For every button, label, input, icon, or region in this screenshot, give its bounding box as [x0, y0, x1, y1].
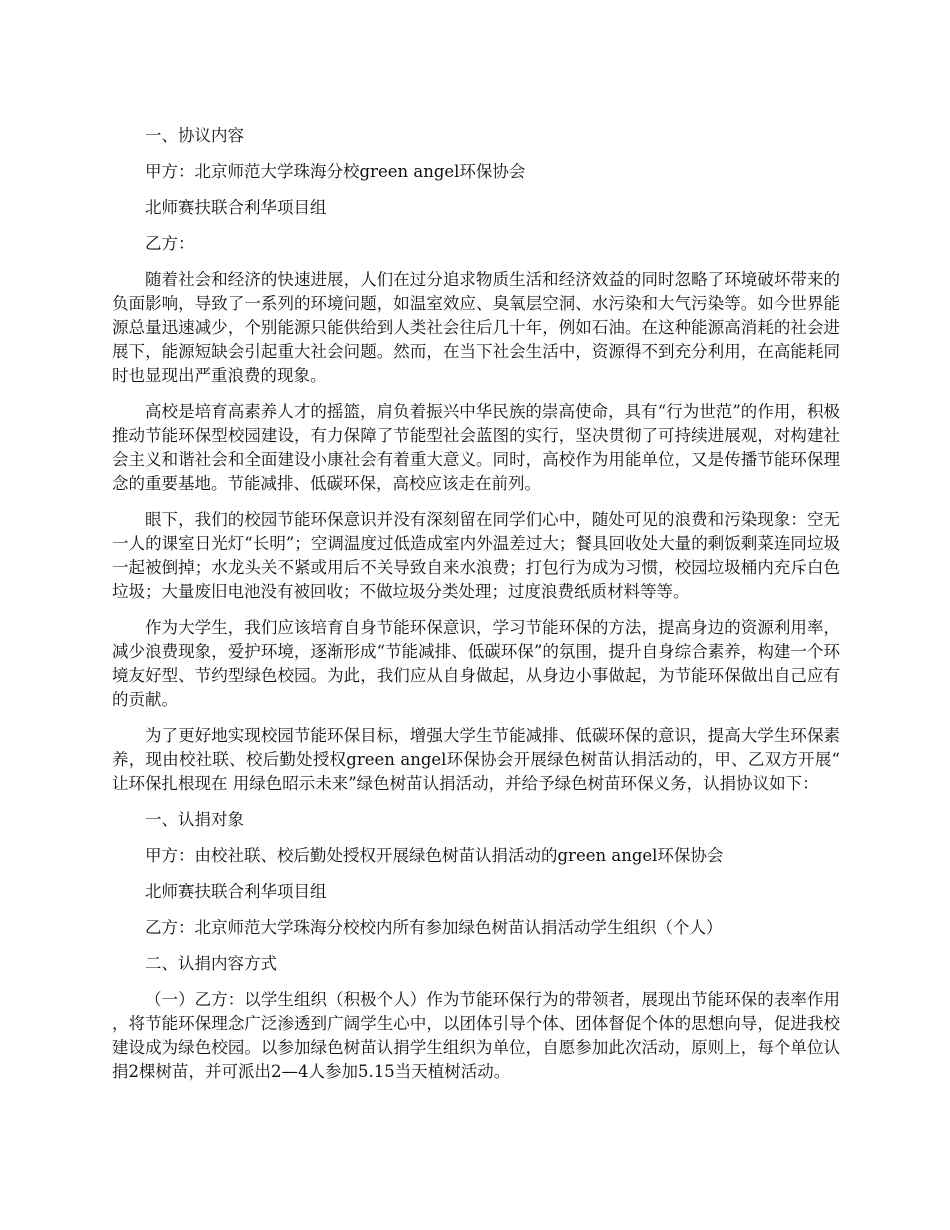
paragraph-agreement-intro: 为了更好地实现校园节能环保目标，增强大学生节能减排、低碳环保的意识，提高大学生环保素养，现由校社联、校后勤处授权green angel环保协会开展绿色树苗认捐活动的，甲、乙双方开展“让环保扎根现在 用绿色昭示未来”绿色树苗认捐活动，并给予绿色树苗环保义务，认捐协议如下： — [112, 726, 840, 793]
section-heading-agreement: 一、协议内容 — [145, 126, 244, 145]
party-a-line: 甲方：北京师范大学珠海分校green angel环保协会 — [145, 162, 526, 181]
donor-party-a-group-line: 北师赛扶联合利华项目组 — [145, 882, 327, 901]
party-b-line: 乙方： — [145, 234, 195, 253]
paragraph-campus-waste: 眼下，我们的校园节能环保意识并没有深刻留在同学们心中，随处可见的浪费和污染现象：空无一人的课室日光灯“长明”；空调温度过低造成室内外温差过大；餐具回收处大量的剩饭剩菜连同垃圾一起被倒掉；水龙头关不紧或用后不关导致自来水浪费；打包行为成为习惯，校园垃圾桶内充斥白色垃圾；大量废旧电池没有被回收；不做垃圾分类处理；过度浪费纸质材料等等。 — [112, 510, 840, 601]
paragraph-background: 随着社会和经济的快速进展，人们在过分追求物质生活和经济效益的同时忽略了环境破坏带来的负面影响，导致了一系列的环境问题，如温室效应、臭氧层空洞、水污染和大气污染等。如今世界能源总量迅速减少，个别能源只能供给到人类社会往后几十年，例如石油。在这种能源高消耗的社会进展下，能源短缺会引起重大社会问题。然而，在当下社会生活中，资源得不到充分利用，在高能耗同时也显现出严重浪费的现象。 — [112, 270, 840, 385]
paragraph-university-role: 高校是培育高素养人才的摇篮，肩负着振兴中华民族的崇高使命，具有“行为世范”的作用，积极推动节能环保型校园建设，有力保障了节能型社会蓝图的实行，坚决贯彻了可持续进展观，对构建社会主义和谐社会和全面建设小康社会有着重大意义。同时，高校作为用能单位，又是传播节能环保理念的重要基地。节能减排、低碳环保，高校应该走在前列。 — [112, 402, 840, 493]
party-a-group-line: 北师赛扶联合利华项目组 — [145, 198, 327, 217]
document-body — [112, 124, 840, 1096]
section-heading-donors: 一、认捐对象 — [145, 810, 244, 829]
donor-party-b-line: 乙方：北京师范大学珠海分校校内所有参加绿色树苗认捐活动学生组织（个人） — [145, 918, 723, 937]
section-heading-method: 二、认捐内容方式 — [145, 954, 277, 973]
donor-party-a-line: 甲方：由校社联、校后勤处授权开展绿色树苗认捐活动的green angel环保协会 — [145, 846, 724, 865]
paragraph-method-detail: （一）乙方：以学生组织（积极个人）作为节能环保行为的带领者，展现出节能环保的表率作用，将节能环保理念广泛渗透到广阔学生心中，以团体引导个体、团体督促个体的思想向导，促进我校建设成为绿色校园。以参加绿色树苗认捐学生组织为单位，自愿参加此次活动，原则上，每个单位认捐2棵树苗，并可派出2—4人参加5.15当天植树活动。 — [112, 990, 840, 1081]
paragraph-student-duty: 作为大学生，我们应该培育自身节能环保意识，学习节能环保的方法，提高身边的资源利用率，减少浪费现象，爱护环境，逐渐形成“节能减排、低碳环保”的氛围，提升自身综合素养，构建一个环境友好型、节约型绿色校园。为此，我们应从自身做起，从身边小事做起，为节能环保做出自己应有的贡献。 — [112, 618, 840, 709]
